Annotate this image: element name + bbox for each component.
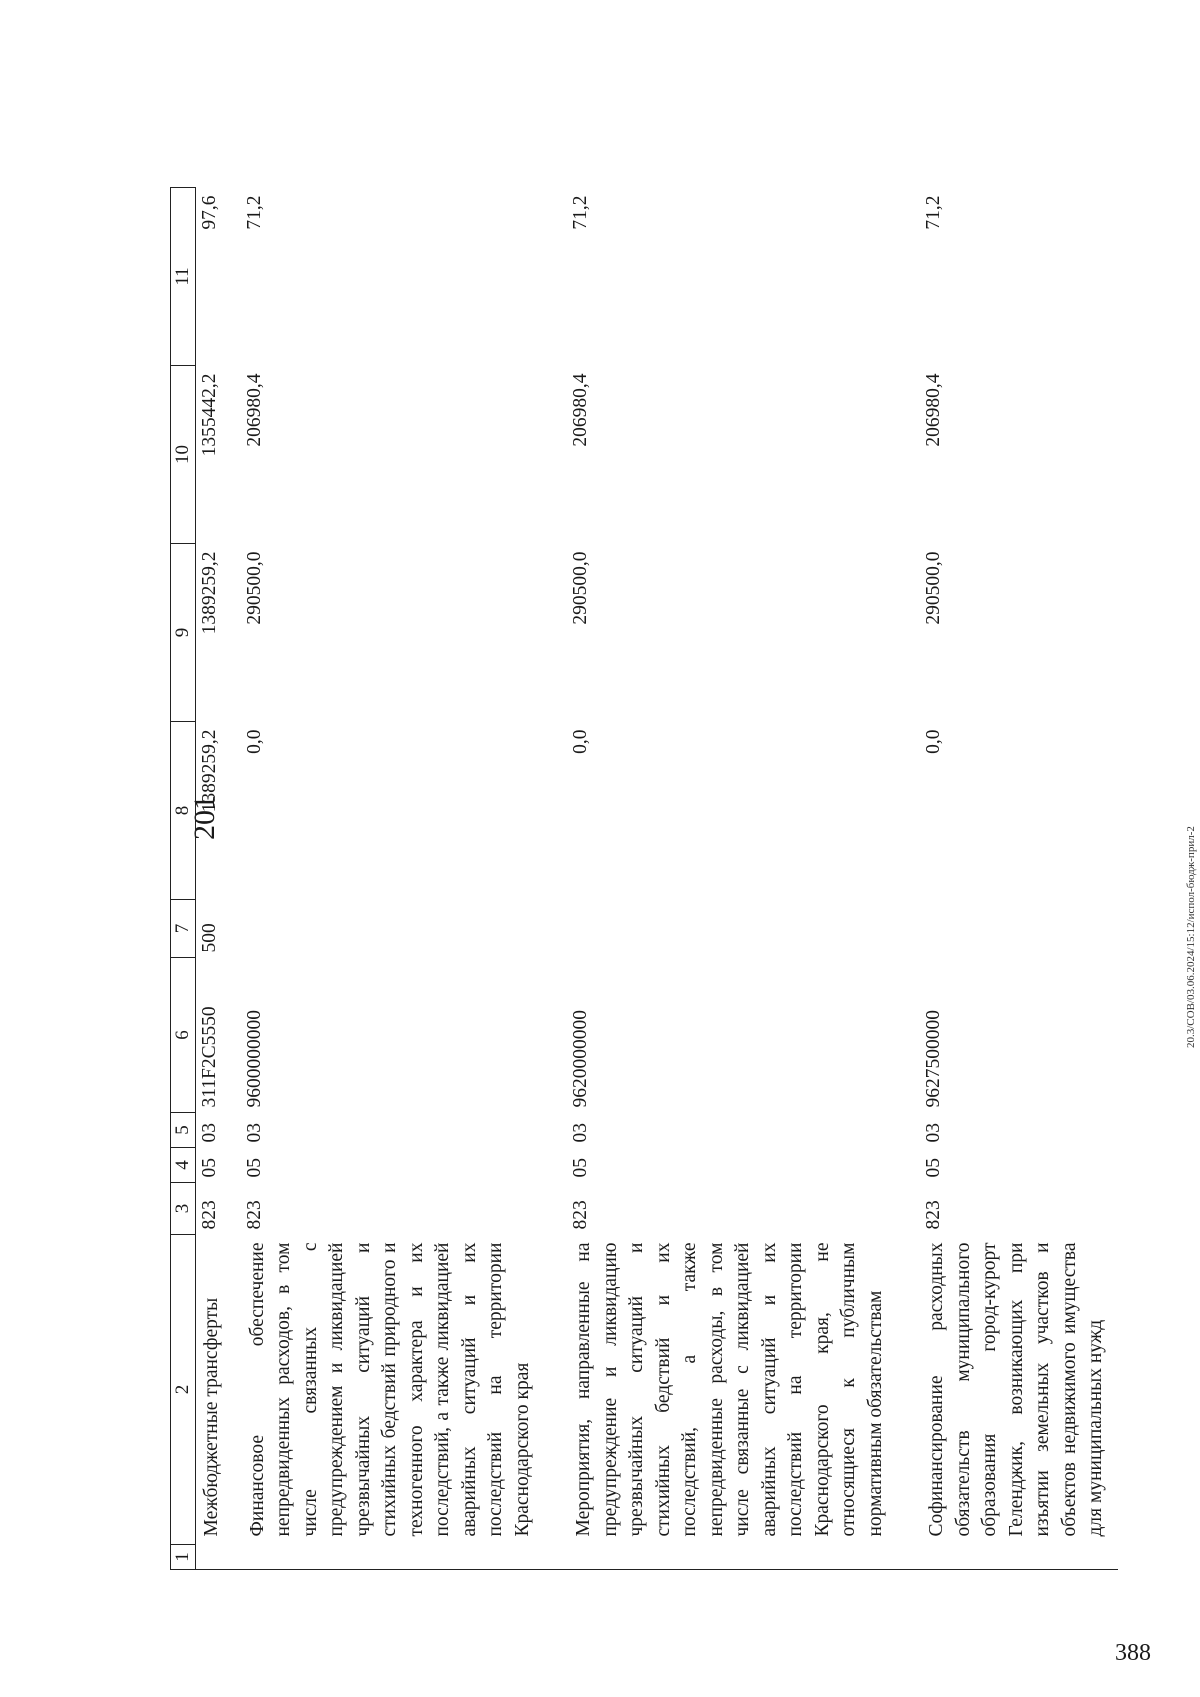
cell-col-6: 311F2C5550 bbox=[199, 1006, 220, 1108]
cell-col-7 bbox=[240, 900, 567, 958]
cell-col-5: 03 bbox=[243, 1123, 265, 1143]
cell-col-3: 823 bbox=[243, 1200, 265, 1230]
cell-col-4: 05 bbox=[243, 1158, 265, 1178]
header-col-3: 3 bbox=[171, 1183, 196, 1235]
header-col-10: 10 bbox=[171, 366, 196, 544]
row-name-cell: Финансовое обеспечение непредвиденных расходов, в том числе связанных с предупреждением и ликвидацией чрезвычайных ситуаций и стихийных бедствий природного и техногенного характера и их последствий, а также ликвидацией аварийных ситуаций и их последствий на территории Краснодарского края bbox=[246, 1242, 533, 1537]
header-col-9: 9 bbox=[171, 544, 196, 722]
table-header-row bbox=[171, 188, 196, 1570]
header-col-8: 8 bbox=[171, 722, 196, 900]
cell-col-8: 0,0 bbox=[570, 729, 591, 754]
sheet-number: 388 bbox=[1115, 1640, 1151, 1666]
cell-col-5: 03 bbox=[570, 1123, 591, 1143]
row-name-cell: Софинансирование расходных обязательств муниципального образования город-курорт Геленджик, возникающих при изъятии земельных участков и объектов недвижимого имущества для муниципальных нужд bbox=[926, 1242, 1106, 1537]
cell-col-8: 1389259,2 bbox=[199, 729, 220, 813]
cell-col-10: 206980,4 bbox=[243, 373, 265, 447]
page-number: 201 bbox=[188, 795, 221, 840]
cell-col-11: 71,2 bbox=[243, 195, 265, 230]
cell-col-10: 1355442,2 bbox=[199, 373, 220, 457]
table-row bbox=[919, 188, 1118, 1570]
cell-col-9: 290500,0 bbox=[243, 551, 265, 625]
cell-col-5: 03 bbox=[923, 1123, 944, 1143]
cell-col-9: 290500,0 bbox=[570, 551, 591, 625]
cell-col-10: 206980,4 bbox=[923, 373, 944, 447]
row-number-cell bbox=[240, 1545, 567, 1570]
header-col-1: 1 bbox=[171, 1545, 196, 1570]
cell-col-4: 05 bbox=[923, 1158, 944, 1178]
header-col-5: 5 bbox=[171, 1113, 196, 1148]
row-name-cell: Межбюджетные трансферты bbox=[201, 1297, 222, 1537]
cell-col-3: 823 bbox=[199, 1200, 220, 1230]
cell-col-11: 97,6 bbox=[199, 195, 220, 230]
cell-col-7 bbox=[566, 900, 919, 958]
header-col-7: 7 bbox=[171, 900, 196, 958]
budget-table bbox=[170, 187, 1118, 1570]
header-col-2: 2 bbox=[171, 1235, 196, 1545]
cell-col-6: 9600000000 bbox=[243, 1010, 265, 1108]
cell-col-7 bbox=[919, 900, 1118, 958]
table-row bbox=[240, 188, 567, 1570]
cell-col-3: 823 bbox=[570, 1200, 591, 1230]
cell-col-6: 9620000000 bbox=[570, 1010, 591, 1108]
table-row bbox=[196, 188, 240, 1570]
cell-col-4: 05 bbox=[199, 1158, 220, 1178]
row-number-cell bbox=[196, 1545, 240, 1570]
header-col-11: 11 bbox=[171, 188, 196, 366]
cell-col-10: 206980,4 bbox=[570, 373, 591, 447]
table-row bbox=[566, 188, 919, 1570]
cell-col-6: 9627500000 bbox=[923, 1010, 944, 1108]
cell-col-9: 290500,0 bbox=[923, 551, 944, 625]
cell-col-11: 71,2 bbox=[923, 195, 944, 230]
cell-col-7: 500 bbox=[199, 923, 220, 953]
header-col-6: 6 bbox=[171, 958, 196, 1113]
cell-col-5: 03 bbox=[199, 1123, 220, 1143]
document-reference: 20.3/СОВ/03.06.2024/15:12/испол-бюдж-прил-2 bbox=[1185, 826, 1197, 1048]
rotated-document-page bbox=[170, 10, 1200, 1570]
cell-col-11: 71,2 bbox=[570, 195, 591, 230]
header-col-4: 4 bbox=[171, 1148, 196, 1183]
row-number-cell bbox=[919, 1545, 1118, 1570]
row-name-cell: Мероприятия, направленные на предупреждение и ликвидацию чрезвычайных ситуаций и стихийных бедствий и их последствий, а также непредвиденные расходы, в том числе связанные с ликвидацией аварийных ситуаций и их последствий на территории Краснодарского края, не относящиеся к публичным нормативным обязательствам bbox=[573, 1242, 886, 1537]
cell-col-9: 1389259,2 bbox=[199, 551, 220, 635]
cell-col-8: 0,0 bbox=[923, 729, 944, 754]
cell-col-8: 0,0 bbox=[243, 729, 265, 754]
row-number-cell bbox=[566, 1545, 919, 1570]
cell-col-3: 823 bbox=[923, 1200, 944, 1230]
cell-col-4: 05 bbox=[570, 1158, 591, 1178]
